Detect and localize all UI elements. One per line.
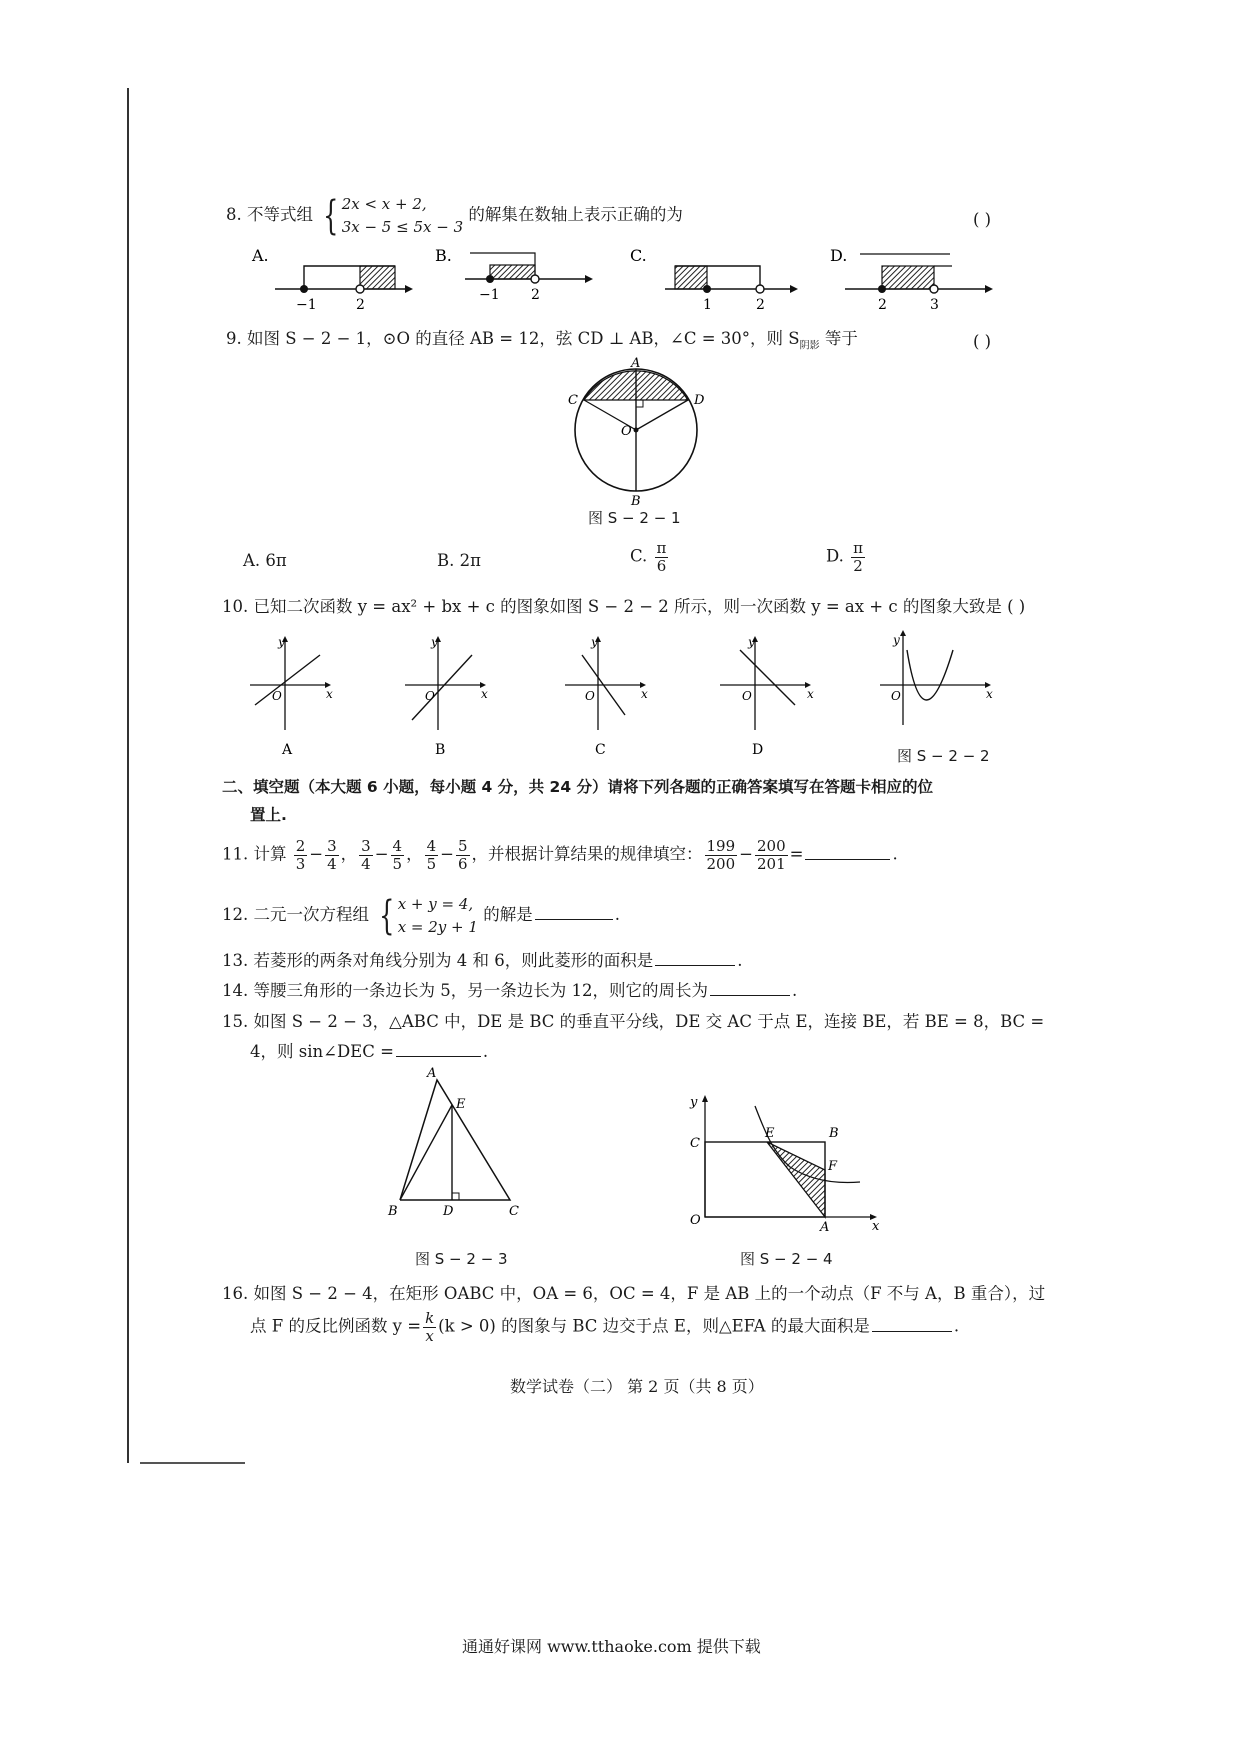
option-c-number-line <box>630 246 798 313</box>
figure-label: 1 <box>703 297 712 313</box>
figure-caption: 图 S − 2 − 4 <box>740 1250 833 1268</box>
figure-label: B <box>631 494 641 505</box>
page-footer: 数学试卷（二） 第 2 页（共 8 页） <box>510 1377 764 1396</box>
figure-label: −1 <box>479 287 500 303</box>
answer-blank <box>535 905 613 920</box>
q10-graphs <box>240 630 1000 760</box>
option-a-number-line <box>251 246 413 313</box>
q8-number-lines <box>240 245 1000 315</box>
figure-label: D <box>443 1204 454 1215</box>
figure-label: C <box>509 1204 519 1215</box>
question-number: 10. <box>222 597 249 616</box>
question-9 <box>226 329 858 352</box>
figure-label: A <box>427 1066 437 1081</box>
axis-label: y <box>591 635 598 649</box>
axis-label: x <box>326 687 333 701</box>
question-15: 15. 如图 S − 2 − 3，△ABC 中，DE 是 BC 的垂直平分线，DE 交 AC 于点 E，连接 BE，若 BE = 8，BC = <box>222 1012 1045 1031</box>
page-margin-line <box>127 88 129 1463</box>
option-c: C. $\frac{\pi}{6}$ <box>630 539 667 575</box>
question-number: 12. <box>222 905 249 924</box>
figure-label: 2 <box>356 297 365 313</box>
question-12: 12. 二元一次方程组 { x + y = 4, x = 2y + 1 的解是 . <box>222 892 620 939</box>
question-text: 如图 S − 2 − 1，⊙O 的直径 AB = 12，弦 CD ⊥ AB，∠C = 30°，则 S <box>247 329 800 348</box>
answer-blank <box>655 951 735 966</box>
axis-label: x <box>807 687 814 701</box>
option-b: B. 2π <box>437 551 481 570</box>
answer-blank <box>872 1317 952 1332</box>
graph-parabola <box>880 630 993 725</box>
option-d: D. $\frac{\pi}{2}$ <box>826 539 863 575</box>
figure-label: B <box>435 742 446 758</box>
question-8 <box>226 193 683 238</box>
figure-label: D <box>694 393 705 408</box>
question-number: 16. <box>222 1284 249 1303</box>
origin-label: O <box>891 689 901 703</box>
question-text: 等于 <box>824 329 858 348</box>
figure-label: F <box>828 1159 838 1174</box>
figure-caption: 图 S − 2 − 1 <box>588 509 681 527</box>
axis-label: y <box>748 635 755 649</box>
page-margin-tick <box>140 1462 245 1464</box>
figure-s-2-3 <box>385 1065 535 1215</box>
inequality-row: 3x − 5 ≤ 5x − 3 <box>341 217 464 236</box>
figure-label: C <box>690 1136 700 1151</box>
figure-label: 3 <box>930 297 939 313</box>
question-number: 8. <box>226 205 242 224</box>
section-heading: 二、填空题（本大题 6 小题，每小题 4 分，共 24 分）请将下列各题的正确答案填写在答题卡相应的位 <box>222 778 934 796</box>
figure-label: D. <box>830 246 848 265</box>
answer-blank <box>396 1042 481 1057</box>
option-d-number-line <box>830 246 993 313</box>
figure-label: A <box>631 356 641 371</box>
inequality-row: 2x < x + 2, <box>341 195 427 213</box>
option-a: A. 6π <box>243 551 287 570</box>
figure-caption: 图 S − 2 − 3 <box>415 1250 508 1268</box>
question-16-cont: 点 F 的反比例函数 y = $\frac{k}{x}$ (k > 0) 的图象与 BC 边交于点 E，则△EFA 的最大面积是 . <box>250 1309 960 1345</box>
figure-caption: 图 S − 2 − 2 <box>897 747 990 765</box>
question-10 <box>222 597 1025 617</box>
subscript: 阴影 <box>799 340 820 352</box>
inequality-system: { 2x < x + 2, 3x − 5 ≤ 5x − 3 <box>323 192 464 239</box>
origin-label: O <box>272 689 282 703</box>
figure-label: 2 <box>531 287 540 303</box>
figure-label: −1 <box>296 297 317 313</box>
figure-label: A <box>282 742 293 758</box>
option-b-number-line <box>435 246 593 303</box>
figure-label: A. <box>252 246 269 265</box>
question-number: 14. <box>222 981 249 1000</box>
question-15-cont: 4，则 sin∠DEC = . <box>250 1042 489 1061</box>
figure-label: A <box>820 1220 830 1232</box>
graph-d <box>720 635 814 758</box>
figure-label: D <box>752 742 764 758</box>
answer-paren: ( ) <box>973 210 992 229</box>
answer-paren: ( ) <box>973 332 992 351</box>
answer-blank <box>710 981 790 996</box>
figure-s-2-1 <box>560 355 720 505</box>
question-text: 的解集在数轴上表示正确的为 <box>468 205 683 224</box>
question-number: 11. <box>222 844 249 864</box>
graph-c <box>565 635 648 758</box>
origin-label: O <box>585 689 595 703</box>
axis-label: y <box>431 635 438 649</box>
figure-label: B <box>829 1126 839 1141</box>
figure-label: C <box>568 393 578 408</box>
figure-label: O <box>690 1213 701 1228</box>
graph-a <box>250 635 333 758</box>
question-text: 已知二次函数 y = ax² + bx + c 的图象如图 S − 2 − 2 所示，则一次函数 y = ax + c 的图象大致是 ( ) <box>253 597 1026 616</box>
figure-label: 2 <box>878 297 887 313</box>
axis-label: x <box>641 687 648 701</box>
figure-label: O <box>621 424 632 439</box>
download-credit: 通通好课网 www.tthaoke.com 提供下载 <box>462 1637 761 1656</box>
answer-blank <box>805 845 890 860</box>
question-number: 9. <box>226 329 242 348</box>
figure-label: B. <box>435 246 452 265</box>
figure-label: 2 <box>756 297 765 313</box>
question-13: 13. 若菱形的两条对角线分别为 4 和 6，则此菱形的面积是 . <box>222 951 743 970</box>
figure-label: y <box>690 1095 698 1110</box>
question-text: 不等式组 <box>247 205 313 224</box>
origin-label: O <box>425 689 435 703</box>
figure-label: B <box>388 1204 398 1215</box>
question-16: 16. 如图 S − 2 − 4，在矩形 OABC 中，OA = 6，OC = 4，F 是 AB 上的一个动点（F 不与 A，B 重合），过 <box>222 1284 1046 1303</box>
section-heading-cont: 置上. <box>250 806 287 824</box>
question-14: 14. 等腰三角形的一条边长为 5，另一条边长为 12，则它的周长为 . <box>222 981 798 1000</box>
figure-label: x <box>872 1219 880 1232</box>
figure-label: E <box>765 1126 775 1141</box>
axis-label: x <box>986 687 993 701</box>
axis-label: y <box>278 635 285 649</box>
figure-label: C <box>595 742 606 758</box>
figure-s-2-4 <box>685 1092 885 1232</box>
question-number: 15. <box>222 1012 249 1031</box>
origin-label: O <box>742 689 752 703</box>
figure-label: E <box>456 1097 466 1112</box>
question-number: 13. <box>222 951 249 970</box>
question-11: 11. 计算 $\frac{2}{3}$ − $\frac{3}{4}$ ， $\frac{3}{4}$ − $\frac{4}{5}$ ， $\frac{4}{5}$ − $\frac{5}{6}$ ，并根据计算结果的规律填空： $\frac{199}{200}$ − $\frac{200}{201}$ = . <box>222 837 898 873</box>
figure-label: C. <box>630 246 647 265</box>
graph-b <box>405 635 488 758</box>
axis-label: x <box>481 687 488 701</box>
axis-label: y <box>893 633 900 647</box>
